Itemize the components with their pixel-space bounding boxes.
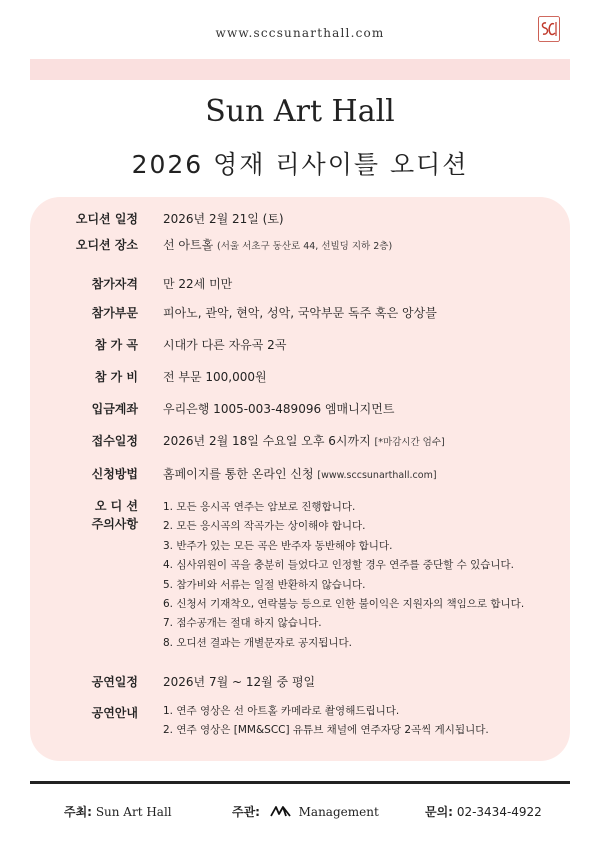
info-panel <box>30 197 570 761</box>
organizer-label: 주관: <box>232 805 260 819</box>
note-item: 7. 점수공개는 절대 하지 않습니다. <box>163 617 322 630</box>
m-management-logo-icon <box>270 805 292 817</box>
apply-url: [www.sccsunarthall.com] <box>317 470 437 481</box>
performance-info-item: 1. 연주 영상은 선 아트홀 카메라로 촬영해드립니다. <box>163 705 400 717</box>
website-url: www.sccsunarthall.com <box>215 26 385 40</box>
deadline-label: 접수일정 <box>91 434 138 448</box>
host-value: Sun Art Hall <box>95 805 172 819</box>
footer-contact <box>425 803 542 820</box>
fee-label: 참 가 비 <box>94 370 138 384</box>
audition-date-value: 2026년 2월 21일 (토) <box>163 212 284 226</box>
audition-place-label: 오디션 장소 <box>75 238 138 252</box>
pieces-label: 참 가 곡 <box>94 338 138 352</box>
contact-label: 문의: <box>425 805 453 819</box>
account-value: 우리은행 1005-003-489096 엠매니지먼트 <box>163 402 395 416</box>
note-item: 3. 반주가 있는 모든 곡은 반주자 동반해야 합니다. <box>163 539 393 552</box>
note-item: 8. 오디션 결과는 개별문자로 공지됩니다. <box>163 636 352 649</box>
notes-label-line2: 주의사항 <box>91 517 138 531</box>
deadline-text: 2026년 2월 18일 수요일 오후 6시까지 <box>163 434 371 448</box>
notes-label-line1: 오 디 션 <box>94 499 138 513</box>
deadline-value <box>163 434 445 450</box>
apply-value <box>163 467 437 483</box>
footer-organizer <box>232 803 379 820</box>
note-item: 2. 모든 응시곡의 작곡가는 상이해야 합니다. <box>163 520 366 533</box>
eligibility-label: 참가자격 <box>91 277 138 291</box>
header-band <box>30 59 570 80</box>
note-item: 6. 신청서 기재착오, 연락불능 등으로 인한 불이익은 지원자의 책임으로 합니다. <box>163 598 525 611</box>
performance-date-label: 공연일정 <box>91 675 138 689</box>
place-address: (서울 서초구 동산로 44, 선빌딩 지하 2층) <box>217 241 393 252</box>
apply-text: 홈페이지를 통한 온라인 신청 <box>163 467 314 481</box>
eligibility-value: 만 22세 미만 <box>163 277 233 291</box>
audition-place-value <box>163 238 392 254</box>
footer-divider <box>30 781 570 784</box>
audition-date-label: 오디션 일정 <box>75 212 138 226</box>
performance-info-item: 2. 연주 영상은 [MM&SCC] 유튜브 채널에 연주자당 2곡씩 게시됩니다. <box>163 724 489 737</box>
apply-label: 신청방법 <box>91 467 138 481</box>
notes-list <box>163 498 524 653</box>
scc-logo-icon <box>538 16 560 42</box>
performance-info-label-text: 공연안내 <box>91 706 138 720</box>
division-label: 참가부문 <box>91 306 138 320</box>
division-value: 피아노, 관악, 현악, 성악, 국악부문 독주 혹은 앙상블 <box>163 306 437 320</box>
account-label: 입금계좌 <box>91 402 138 416</box>
note-item: 4. 심사위원이 곡을 충분히 들었다고 인정할 경우 연주를 중단할 수 있습니다. <box>163 559 515 572</box>
pieces-value: 시대가 다른 자유곡 2곡 <box>163 338 287 352</box>
title-english: Sun Art Hall <box>205 94 395 129</box>
title-korean: 2026 영재 리사이틀 오디션 <box>131 150 469 179</box>
place-name: 선 아트홀 <box>163 238 214 252</box>
deadline-note: [*마감시간 엄수] <box>374 437 445 448</box>
footer-host <box>64 803 172 820</box>
notes-label <box>30 497 138 533</box>
note-item: 5. 참가비와 서류는 일절 반환하지 않습니다. <box>163 578 366 591</box>
performance-date-value: 2026년 7월 ~ 12월 중 평일 <box>163 675 316 689</box>
host-label: 주최: <box>64 805 92 819</box>
performance-info-list <box>163 702 489 741</box>
performance-info-label <box>30 704 138 722</box>
fee-value: 전 부문 100,000원 <box>163 370 267 384</box>
organizer-value: Management <box>298 805 379 819</box>
note-item: 1. 모든 응시곡 연주는 암보로 진행합니다. <box>163 501 356 513</box>
contact-phone: 02-3434-4922 <box>456 805 542 819</box>
